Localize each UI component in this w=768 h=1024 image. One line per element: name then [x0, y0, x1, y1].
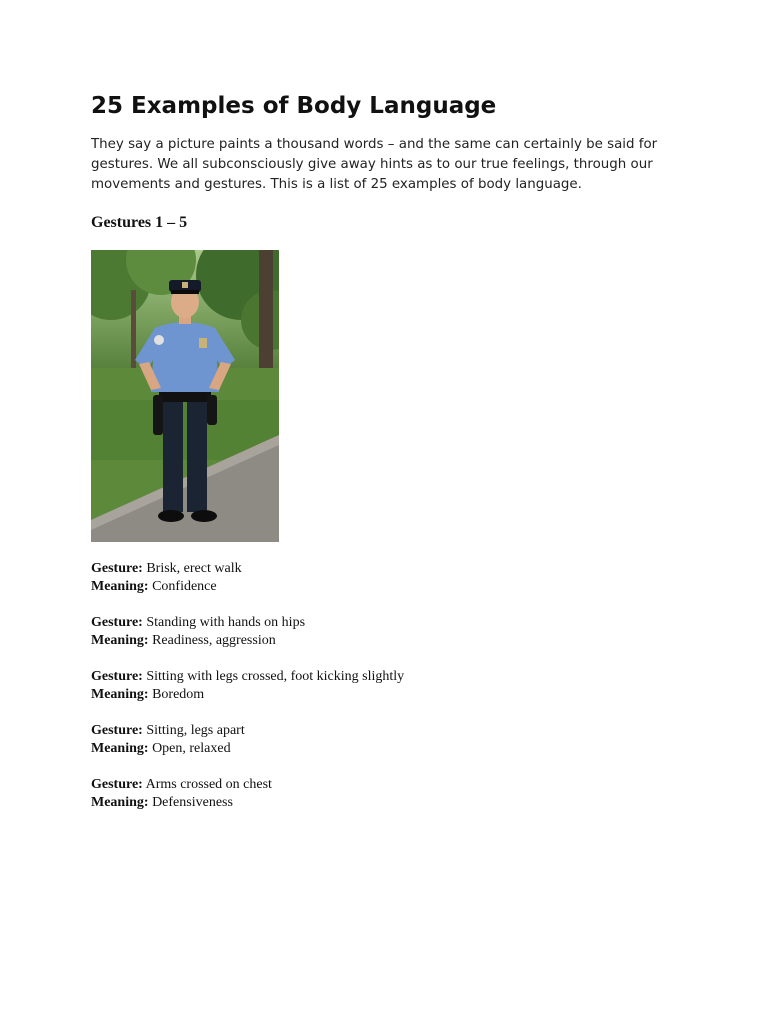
meaning-text: Readiness, aggression: [152, 633, 276, 648]
gesture-list: [91, 560, 691, 830]
meaning-label: Meaning:: [91, 741, 149, 756]
intro-line: movements and gestures. This is a list of 25 examples of body language.: [91, 177, 582, 192]
meaning-label: Meaning:: [91, 687, 149, 702]
list-item: [91, 668, 691, 722]
list-item: [91, 776, 691, 830]
meaning-label: Meaning:: [91, 795, 149, 810]
meaning-text: Defensiveness: [152, 795, 233, 810]
page-title: 25 Examples of Body Language: [91, 93, 497, 119]
meaning-text: Boredom: [152, 687, 205, 702]
list-item: [91, 722, 691, 776]
gesture-text: Standing with hands on hips: [146, 615, 306, 630]
gesture-text: Sitting with legs crossed, foot kicking slightly: [146, 669, 405, 684]
gesture-text: Brisk, erect walk: [146, 561, 242, 576]
meaning-label: Meaning:: [91, 579, 149, 594]
section-heading: Gestures 1 – 5: [91, 214, 188, 231]
gesture-label: Gesture:: [91, 561, 143, 576]
gesture-label: Gesture:: [91, 723, 143, 738]
gesture-label: Gesture:: [91, 615, 143, 630]
intro-paragraph: [91, 135, 691, 195]
meaning-text: Confidence: [152, 579, 217, 594]
meaning-label: Meaning:: [91, 633, 149, 648]
gesture-text: Arms crossed on chest: [145, 777, 272, 792]
police-officer-photo: [91, 250, 279, 542]
gesture-label: Gesture:: [91, 777, 143, 792]
gesture-text: Sitting, legs apart: [146, 723, 245, 738]
meaning-text: Open, relaxed: [152, 741, 231, 756]
list-item: [91, 614, 691, 668]
list-item: [91, 560, 691, 614]
intro-line: They say a picture paints a thousand words – and the same can certainly be said for: [91, 137, 658, 152]
gesture-label: Gesture:: [91, 669, 143, 684]
intro-line: gestures. We all subconsciously give away hints as to our true feelings, through our: [91, 157, 653, 172]
